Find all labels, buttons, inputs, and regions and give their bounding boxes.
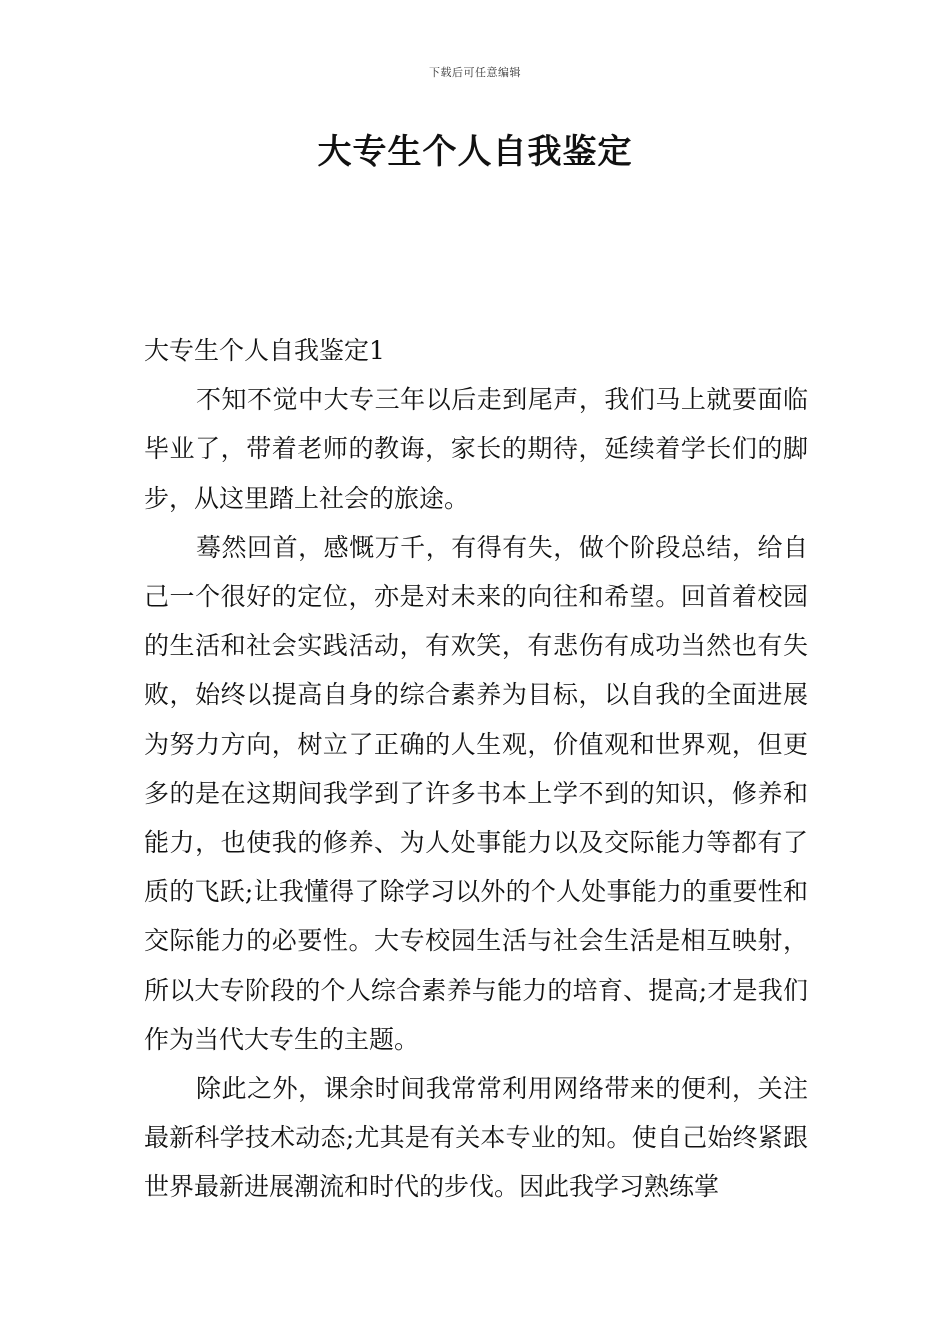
paragraph-2: 蓦然回首，感慨万千，有得有失，做个阶段总结，给自己一个很好的定位，亦是对未来的向往和希望。回首着校园的生活和社会实践活动，有欢笑，有悲伤有成功当然也有失败，始终以提高自身的综合素养为目标，以自我的全面进展为努力方向，树立了正确的人生观，价值观和世界观，但更多的是在这期间我学到了许多书本上学不到的知识，修养和能力，也使我的修养、为人处事能力以及交际能力等都有了质的飞跃;让我懂得了除学习以外的个人处事能力的重要性和交际能力的必要性。大专校园生活与社会生活是相互映射，所以大专阶段的个人综合素养与能力的培育、提高;才是我们作为当代大专生的主题。 (144, 532, 808, 1054)
section-heading: 大专生个人自我鉴定1 (144, 336, 385, 365)
document-body (144, 326, 808, 1212)
paragraph-1: 不知不觉中大专三年以后走到尾声，我们马上就要面临毕业了，带着老师的教诲，家长的期待，延续着学长们的脚步，从这里踏上社会的旅途。 (144, 385, 808, 513)
header-note: 下载后可任意编辑 (429, 66, 521, 79)
document-title: 大专生个人自我鉴定 (317, 132, 633, 172)
paragraph-3: 除此之外，课余时间我常常利用网络带来的便利，关注最新科学技术动态;尤其是有关本专业的知。使自己始终紧跟世界最新进展潮流和时代的步伐。因此我学习熟练掌 (144, 1074, 808, 1202)
